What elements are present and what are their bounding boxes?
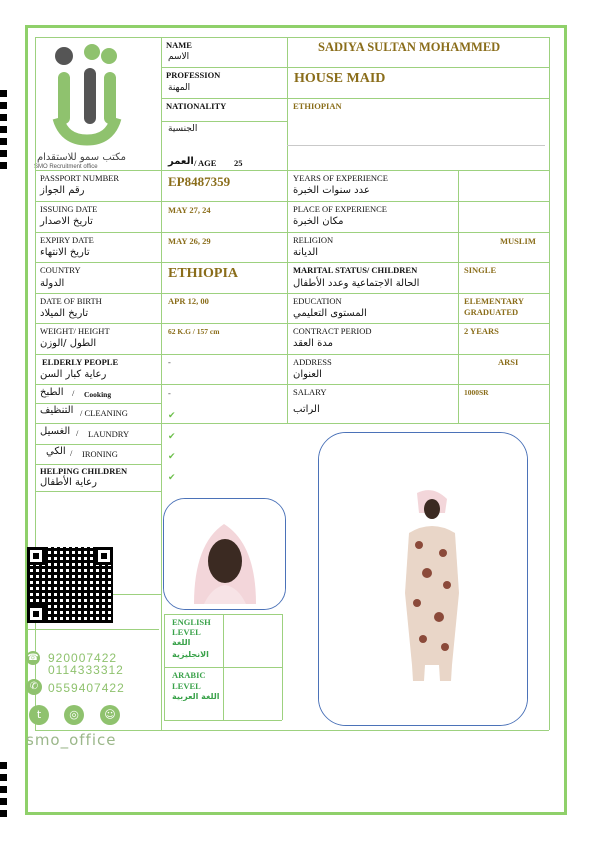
phone-3: 0559407422 xyxy=(48,681,125,695)
logo-english-name: SMO Recruitment office xyxy=(34,164,98,170)
education-label-ar: المستوى التعليمي xyxy=(293,308,367,319)
weight-value: 62 K.G / 157 cm xyxy=(168,327,220,336)
issuing-label: ISSUING DATE xyxy=(40,204,98,214)
profession-value: HOUSE MAID xyxy=(294,71,386,86)
country-value: ETHIOPIA xyxy=(168,266,239,281)
dob-label: DATE OF BIRTH xyxy=(40,296,102,306)
profession-label: PROFESSION xyxy=(166,70,221,80)
nationality-label-ar: الجنسية xyxy=(168,124,198,134)
phone-icon: ☎ xyxy=(27,653,39,663)
elderly-label: ELDERLY PEOPLE xyxy=(42,357,119,367)
english-label-2: LEVEL xyxy=(172,627,201,637)
children-check-icon: ✔ xyxy=(168,472,176,482)
contract-label: CONTRACT PERIOD xyxy=(293,326,372,336)
cooking-value: - xyxy=(168,388,171,398)
nationality-value: ETHIOPIAN xyxy=(293,101,342,111)
years-label: YEARS OF EXPERIENCE xyxy=(293,173,388,183)
contract-label-ar: مدة العقد xyxy=(293,338,333,349)
cleaning-label-ar: التنظيف xyxy=(40,405,74,416)
weight-label-ar: الطول /الوزن xyxy=(40,338,97,349)
passport-label: PASSPORT NUMBER xyxy=(40,173,120,183)
issuing-value: MAY 27, 24 xyxy=(168,205,211,215)
cleaning-label: / CLEANING xyxy=(80,408,128,418)
twitter-icon[interactable]: t xyxy=(29,705,49,725)
profession-label-ar: المهنة xyxy=(168,83,191,93)
children-label-ar: رعاية الأطفال xyxy=(40,477,97,488)
passport-value: EP8487359 xyxy=(168,174,231,189)
expiry-value: MAY 26, 29 xyxy=(168,236,211,246)
education-value-2: GRADUATED xyxy=(464,307,519,317)
ironing-label: IRONING xyxy=(82,449,118,459)
years-label-ar: عدد سنوات الخبرة xyxy=(293,185,370,196)
social-handle: smo_office xyxy=(26,731,117,749)
snapchat-icon[interactable]: ☺ xyxy=(100,705,120,725)
country-label: COUNTRY xyxy=(40,265,81,275)
religion-label-ar: الديانة xyxy=(293,247,319,258)
laundry-label: LAUNDRY xyxy=(88,429,130,439)
laundry-check-icon: ✔ xyxy=(168,431,176,441)
side-marks-bottom xyxy=(0,760,10,815)
age-label: / AGE xyxy=(194,158,217,168)
country-label-ar: الدولة xyxy=(40,278,65,289)
address-value: ARSI xyxy=(498,357,519,367)
marital-label: MARITAL STATUS/ CHILDREN xyxy=(293,265,418,275)
elderly-value: - xyxy=(168,357,171,367)
place-label-ar: مكان الخبرة xyxy=(293,216,344,227)
side-marks xyxy=(0,88,10,163)
full-body-photo xyxy=(318,432,528,726)
marital-value: SINGLE xyxy=(464,265,497,275)
ironing-check-icon: ✔ xyxy=(168,451,176,461)
arabic-label-2: LEVEL xyxy=(172,681,201,691)
whatsapp-icon: ✆ xyxy=(26,679,42,695)
arabic-label-1: ARABIC xyxy=(172,670,206,680)
age-label-ar: العمر xyxy=(168,156,194,167)
passport-label-ar: رقم الجواز xyxy=(40,185,85,196)
religion-value: MUSLIM xyxy=(500,236,536,246)
religion-label: RELIGION xyxy=(293,235,334,245)
nationality-label: NATIONALITY xyxy=(166,101,227,111)
cooking-label-ar: الطبخ xyxy=(40,387,64,398)
qr-code xyxy=(27,547,113,623)
laundry-label-ar: الغسيل xyxy=(40,426,71,437)
children-label: HELPING CHILDREN xyxy=(40,466,128,476)
education-value-1: ELEMENTARY xyxy=(464,296,524,306)
arabic-label-ar: اللغة العربية xyxy=(172,692,220,701)
cleaning-check-icon: ✔ xyxy=(168,410,176,420)
logo-mark-icon xyxy=(42,42,127,152)
english-label-ar-2: الانجليزية xyxy=(172,650,209,659)
english-label-1: ENGLISH xyxy=(172,617,211,627)
expiry-label: EXPIRY DATE xyxy=(40,235,94,245)
instagram-icon[interactable]: ◎ xyxy=(64,705,84,725)
address-label: ADDRESS xyxy=(293,357,332,367)
contract-value: 2 YEARS xyxy=(464,326,499,336)
phone-1: 920007422 xyxy=(48,651,118,665)
portrait-photo xyxy=(163,498,286,610)
issuing-label-ar: تاريخ الاصدار xyxy=(40,216,93,227)
salary-value: 1000SR xyxy=(464,388,489,397)
cooking-label: Cooking xyxy=(84,390,112,399)
ironing-label-ar: الكي xyxy=(46,446,66,457)
salary-label: SALARY xyxy=(293,387,327,397)
english-label-ar-1: اللغة xyxy=(172,638,191,647)
dob-label-ar: تاريخ الميلاد xyxy=(40,308,89,319)
logo-arabic-name: مكتب سمو للاستقدام xyxy=(36,152,127,163)
name-label-ar: الاسم xyxy=(168,52,190,62)
place-label: PLACE OF EXPERIENCE xyxy=(293,204,387,214)
name-value: SADIYA SULTAN MOHAMMED xyxy=(318,40,501,54)
expiry-label-ar: تاريخ الانتهاء xyxy=(40,247,90,258)
dob-value: APR 12, 00 xyxy=(168,296,209,306)
age-value: 25 xyxy=(234,158,243,168)
name-label: NAME xyxy=(166,40,192,50)
education-label: EDUCATION xyxy=(293,296,342,306)
phone-2: 0114333312 xyxy=(48,663,124,677)
elderly-label-ar: رعاية كبار السن xyxy=(40,369,107,380)
salary-label-ar: الراتب xyxy=(293,404,320,415)
weight-label: WEIGHT/ HEIGHT xyxy=(40,326,110,336)
address-label-ar: العنوان xyxy=(293,369,322,380)
company-logo xyxy=(34,42,127,170)
marital-label-ar: الحالة الاجتماعية وعدد الأطفال xyxy=(293,278,420,289)
